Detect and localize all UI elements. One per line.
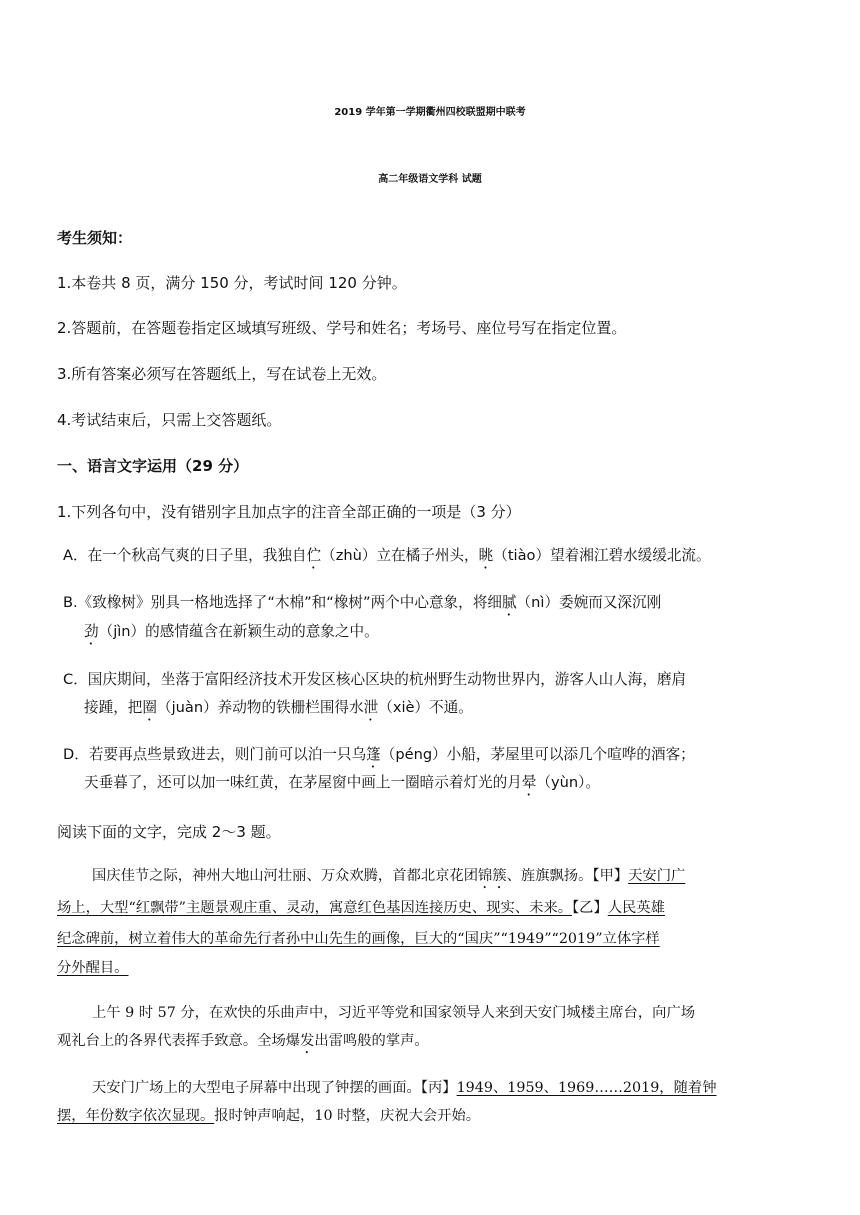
option-a: A．在一个秋高气爽的日子里，我独自伫（zhù）立在橘子州头，眺（tiào）望着湘江碧水缓缓北流。 [63, 547, 711, 564]
option-b-line-1: B.《致橡树》别具一格地选择了“木棉”和“橡树”两个中心意象，将细腻（nì）委婉而又深沉刚 [63, 594, 662, 611]
dotted-char: 腻 [501, 594, 517, 611]
underlined-sentence-bing: 1949、1959、1969……2019，随着钟 [456, 1080, 717, 1096]
reading-instruction: 阅读下面的文字，完成 2～3 题。 [57, 823, 281, 841]
option-c-line-2: 接踵，把圈（juàn）养动物的铁栅栏围得水泄（xiè）不通。 [84, 699, 473, 716]
underlined-sentence-bing: 摆，年份数字依次显现。 [57, 1108, 215, 1124]
notice-heading: 考生须知： [57, 229, 133, 247]
question-1-stem: 1.下列各句中，没有错别字且加点字的注音全部正确的一项是（3 分） [57, 503, 521, 521]
dotted-char: 泄 [363, 699, 379, 716]
option-d-line-1: D．若要再点些景致进去，则门前可以泊一只乌篷（péng）小船，茅屋里可以添几个喧哗的酒客； [63, 746, 695, 763]
dotted-char: 伫 [306, 547, 322, 564]
passage-para-1-line-3: 纪念碑前，树立着伟大的革命先行者孙中山先生的画像，巨大的“国庆”“1949”“2019”立体字样 [57, 931, 660, 947]
dotted-char: 劲 [84, 623, 99, 640]
section-heading: 一、语言文字运用（29 分） [57, 457, 249, 475]
passage-para-3-line-2: 摆，年份数字依次显现。报时钟声响起，10 时整，庆祝大会开始。 [57, 1108, 481, 1124]
dotted-char: 篷 [366, 746, 381, 763]
dotted-char: 眺 [478, 547, 494, 564]
dotted-char: 圈 [142, 699, 157, 716]
dotted-char: 晕 [521, 774, 537, 791]
dotted-word: 锦簇 [478, 868, 507, 884]
passage-para-1-line-1: 国庆佳节之际，神州大地山河壮丽、万众欢腾，首都北京花团锦簇、旌旗飘扬。【甲】天安门广 [92, 868, 686, 884]
notice-item-4: 4.考试结束后，只需上交答题纸。 [57, 411, 282, 429]
underlined-sentence-yi: 人民英雄 [607, 900, 665, 916]
passage-para-2-line-1: 上午 9 时 57 分，在欢快的乐曲声中，习近平等党和国家领导人来到天安门城楼主席台，向广场 [92, 1005, 696, 1021]
passage-para-1-line-2: 场上，大型“红飘带”主题景观庄重、灵动，寓意红色基因连接历史、现实、未来。【乙】人民英雄 [57, 900, 665, 916]
option-d-line-2: 天垂暮了，还可以加一味红黄，在茅屋窗中画上一圈暗示着灯光的月晕（yùn）。 [84, 774, 601, 791]
passage-para-1-line-4: 分外醒目。 [57, 960, 129, 976]
option-b-line-2: 劲（jìn）的感情蕴含在新颖生动的意象之中。 [84, 623, 379, 640]
underlined-sentence-jia: 天安门广 [628, 868, 686, 884]
notice-item-1: 1.本卷共 8 页，满分 150 分，考试时间 120 分钟。 [57, 274, 407, 292]
notice-item-2: 2.答题前，在答题卷指定区域填写班级、学号和姓名；考场号、座位号写在指定位置。 [57, 319, 627, 337]
notice-item-3: 3.所有答案必须写在答题纸上，写在试卷上无效。 [57, 365, 387, 383]
passage-para-2-line-2: 观礼台上的各界代表挥手致意。全场爆发出雷鸣般的掌声。 [57, 1033, 429, 1049]
underlined-sentence-jia: 场上，大型“红飘带”主题景观庄重、灵动，寓意红色基因连接历史、现实、未来。 [57, 900, 573, 916]
option-c-line-1: C．国庆期间，坐落于富阳经济技术开发区核心区块的杭州野生动物世界内，游客人山人海，磨肩 [63, 671, 687, 688]
exam-subtitle: 高二年级语文学科 试题 [378, 174, 482, 185]
exam-title: 2019 学年第一学期衢州四校联盟期中联考 [334, 107, 526, 118]
passage-para-3-line-1: 天安门广场上的大型电子屏幕中出现了钟摆的画面。【丙】1949、1959、1969……2019，随着钟 [92, 1080, 717, 1096]
dotted-char: 发 [300, 1033, 315, 1049]
